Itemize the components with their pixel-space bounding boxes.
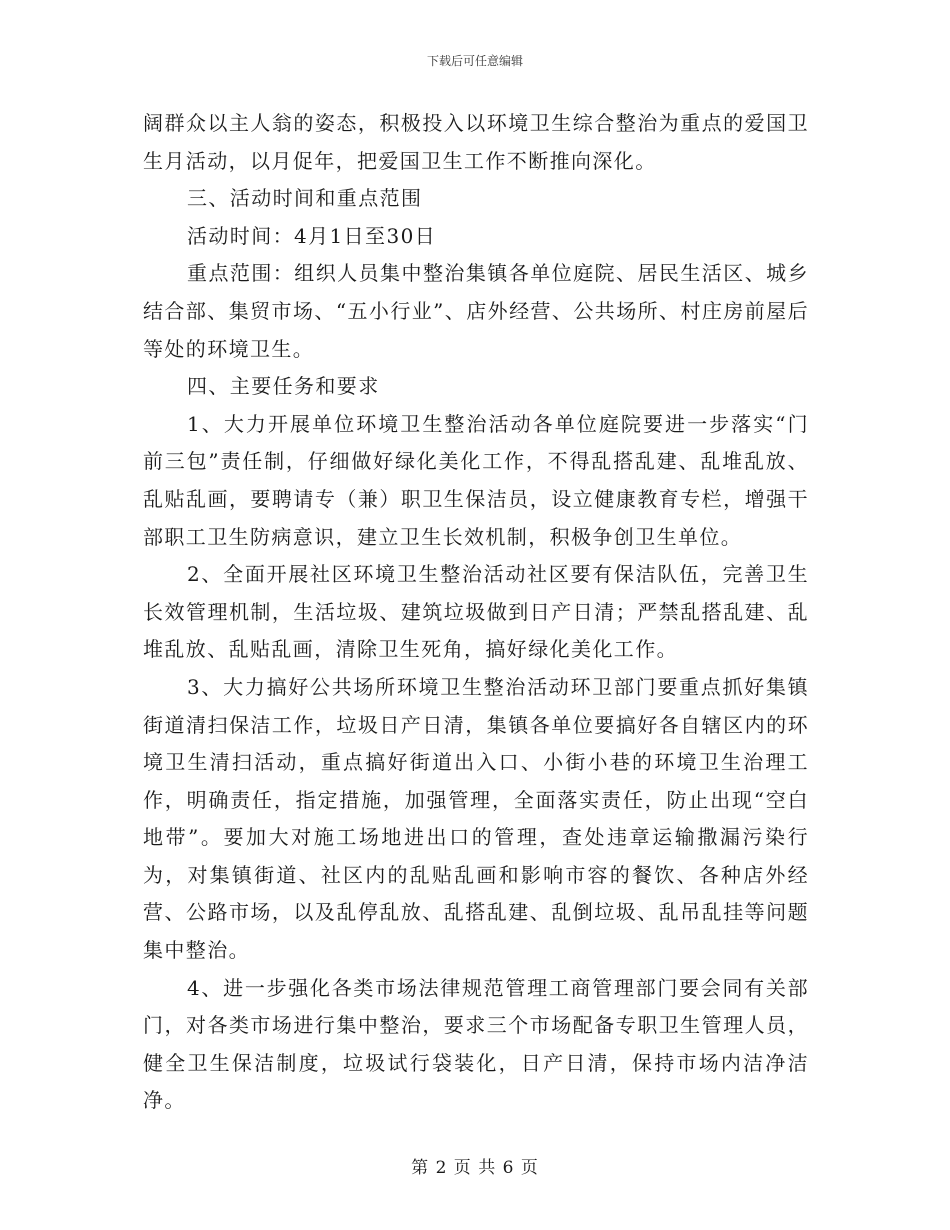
footer-suffix: 页: [520, 1158, 539, 1178]
paragraph-task-1: 1、大力开展单位环境卫生整治活动各单位庭院要进一步落实“门前三包”责任制，仔细做好绿化美化工作，不得乱搭乱建、乱堆乱放、乱贴乱画，要聘请专（兼）职卫生保洁员，设立健康教育专栏，增强干部职工卫生防病意识，建立卫生长效机制，积极争创卫生单位。: [143, 411, 809, 549]
page-header-note: 下载后可任意编辑: [426, 54, 523, 68]
footer-total-pages: 6: [502, 1158, 515, 1178]
paragraph-key-scope: 重点范围：组织人员集中整治集镇各单位庭院、居民生活区、城乡结合部、集贸市场、“五小行业”、店外经营、公共场所、村庄房前屋后等处的环境卫生。: [143, 261, 809, 361]
paragraph-activity-time: 活动时间：4月1日至30日: [187, 223, 437, 248]
paragraph-task-2: 2、全面开展社区环境卫生整治活动社区要有保洁队伍，完善卫生长效管理机制，生活垃圾、建筑垃圾做到日产日清；严禁乱搭乱建、乱堆乱放、乱贴乱画，清除卫生死角，搞好绿化美化工作。: [143, 562, 809, 662]
footer-current-page: 2: [435, 1158, 448, 1178]
page-footer: [0, 1153, 950, 1178]
footer-prefix: 第: [411, 1158, 430, 1178]
paragraph-task-3: 3、大力搞好公共场所环境卫生整治活动环卫部门要重点抓好集镇街道清扫保洁工作，垃圾日产日清，集镇各单位要搞好各自辖区内的环境卫生清扫活动，重点搞好街道出入口、小街小巷的环境卫生治理工作，明确责任，指定措施，加强管理，全面落实责任，防止出现“空白地带”。要加大对施工场地进出口的管理，查处违章运输撒漏污染行为，对集镇街道、社区内的乱贴乱画和影响市容的餐饮、各种店外经营、公路市场，以及乱停乱放、乱搭乱建、乱倒垃圾、乱吊乱挂等问题集中整治。: [143, 674, 809, 963]
paragraph-continuation: 阔群众以主人翁的姿态，积极投入以环境卫生综合整治为重点的爱国卫生月活动，以月促年，把爱国卫生工作不断推向深化。: [143, 111, 809, 173]
paragraph-task-4: 4、进一步强化各类市场法律规范管理工商管理部门要会同有关部门，对各类市场进行集中整治，要求三个市场配备专职卫生管理人员，健全卫生保洁制度，垃圾试行袋装化，日产日清，保持市场内洁净洁净。: [143, 975, 809, 1113]
section-heading-activity-time: 三、活动时间和重点范围: [187, 186, 423, 211]
section-heading-main-tasks: 四、主要任务和要求: [187, 374, 380, 399]
footer-middle: 页 共: [453, 1158, 497, 1178]
document-body: [143, 105, 809, 1120]
